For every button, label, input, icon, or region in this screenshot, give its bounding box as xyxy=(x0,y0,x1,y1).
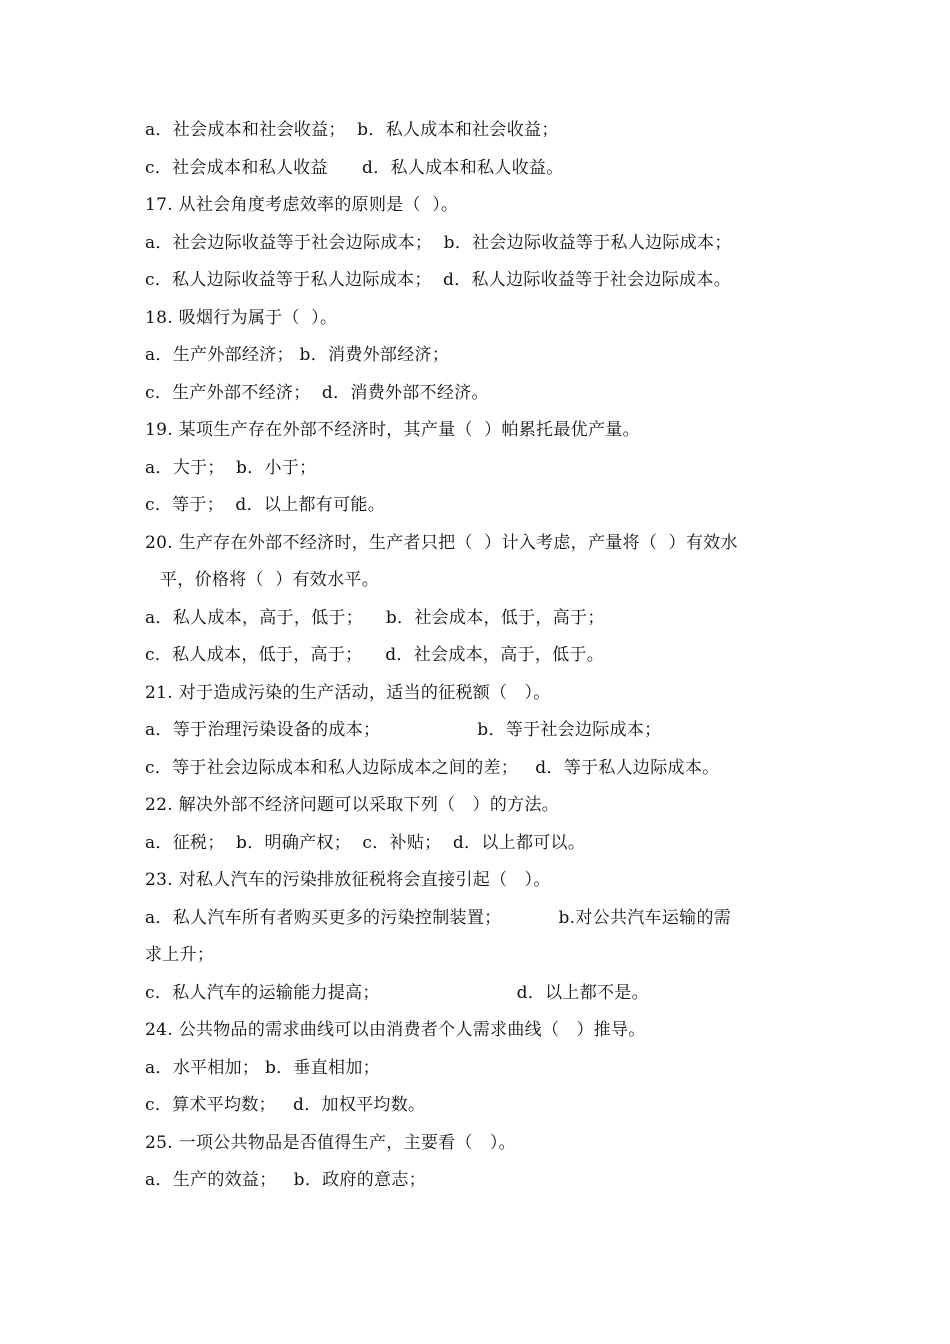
option-line-17-ab: a．社会边际收益等于社会边际成本； b．社会边际收益等于私人边际成本； xyxy=(145,232,732,253)
option-line-19-cd: c．等于； d．以上都有可能。 xyxy=(145,495,386,515)
question-20-continued: 平，价格将（ ）有效水平。 xyxy=(160,570,380,590)
question-18: 18. 吸烟行为属于（ ）。 xyxy=(145,307,338,328)
option-line-17-cd: c．私人边际收益等于私人边际成本； d．私人边际收益等于社会边际成本。 xyxy=(145,270,732,290)
question-20: 20. 生产存在外部不经济时，生产者只把（ ）计入考虑，产量将（ ）有效水 xyxy=(145,532,738,553)
option-line-20-ab: a．私人成本，高于，低于； b．社会成本，低于，高于； xyxy=(145,607,605,628)
document-body xyxy=(145,112,825,1200)
option-line-21-cd: c．等于社会边际成本和私人边际成本之间的差； d．等于私人边际成本。 xyxy=(145,757,720,778)
option-line-18-cd: c．生产外部不经济； d．消费外部不经济。 xyxy=(145,382,489,403)
question-23: 23. 对私人汽车的污染排放征税将会直接引起（ ）。 xyxy=(145,870,551,890)
option-line-23-ab: a．私人汽车所有者购买更多的污染控制装置； b.对公共汽车运输的需 xyxy=(145,907,732,928)
option-line-25-ab: a．生产的效益； b．政府的意志； xyxy=(145,1170,426,1190)
option-line-22: a．征税； b．明确产权； c．补贴； d．以上都可以。 xyxy=(145,832,586,853)
option-line-20-cd: c．私人成本，低于，高于； d．社会成本，高于，低于。 xyxy=(145,645,605,665)
option-line-24-cd: c．算术平均数； d．加权平均数。 xyxy=(145,1095,426,1115)
option-line-23-b-continued: 求上升； xyxy=(145,945,215,965)
option-line-23-cd: c．私人汽车的运输能力提高； d．以上都不是。 xyxy=(145,982,649,1003)
option-line-21-ab: a．等于治理污染设备的成本； b．等于社会边际成本； xyxy=(145,720,662,740)
option-line-19-ab: a．大于； b．小于； xyxy=(145,457,317,478)
question-25: 25. 一项公共物品是否值得生产，主要看（ ）。 xyxy=(145,1132,516,1153)
question-17: 17. 从社会角度考虑效率的原则是（ ）。 xyxy=(145,195,459,215)
question-24: 24. 公共物品的需求曲线可以由消费者个人需求曲线（ ）推导。 xyxy=(145,1020,646,1040)
option-line-16-cd: c．社会成本和私人收益 d．私人成本和私人收益。 xyxy=(145,157,564,178)
question-21: 21. 对于造成污染的生产活动，适当的征税额（ ）。 xyxy=(145,682,551,703)
option-line-16-ab: a．社会成本和社会收益； b．私人成本和社会收益； xyxy=(145,120,559,140)
question-19: 19. 某项生产存在外部不经济时，其产量（ ）帕累托最优产量。 xyxy=(145,420,640,440)
option-line-24-ab: a．水平相加； b．垂直相加； xyxy=(145,1057,380,1078)
option-line-18-ab: a．生产外部经济； b．消费外部经济； xyxy=(145,345,450,365)
question-22: 22. 解决外部不经济问题可以采取下列（ ）的方法。 xyxy=(145,795,560,815)
